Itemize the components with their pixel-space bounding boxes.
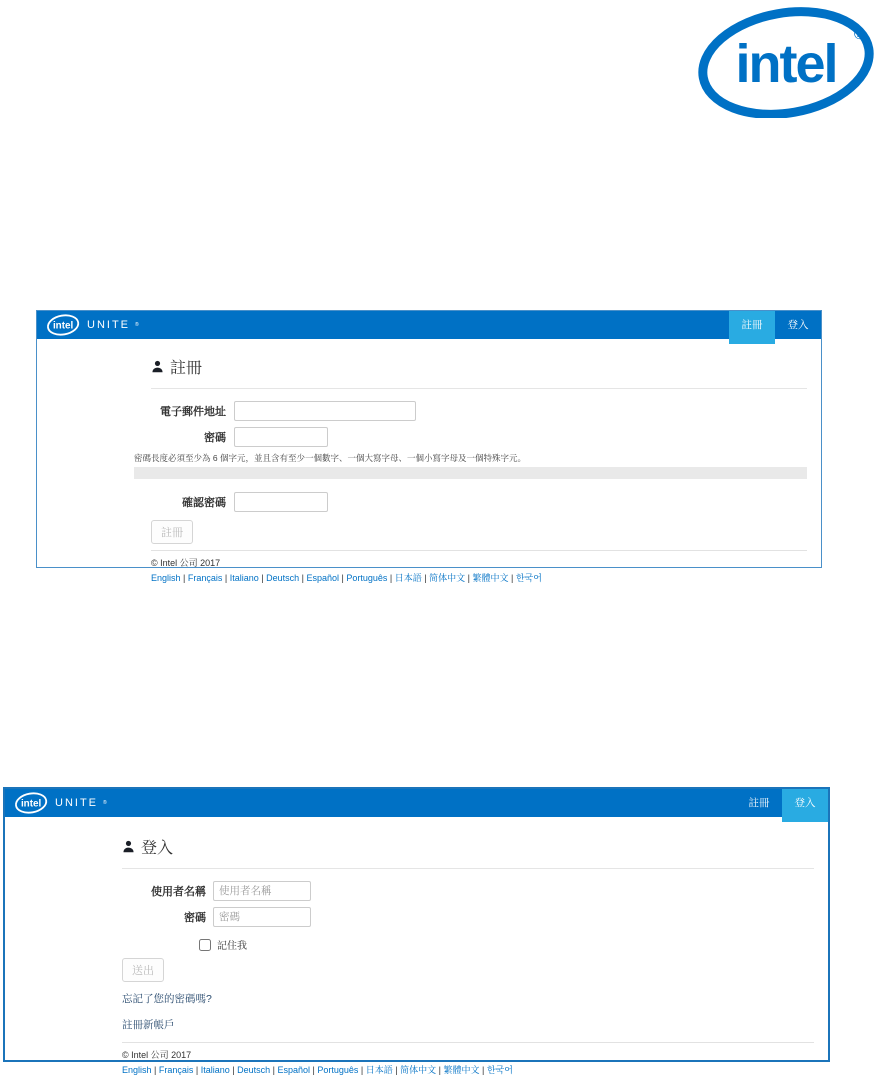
language-link[interactable]: 한국어 bbox=[515, 573, 542, 584]
language-link[interactable]: 简体中文 bbox=[400, 1065, 437, 1075]
intel-unite-logo bbox=[14, 791, 107, 815]
language-separator: | bbox=[222, 573, 230, 584]
language-link[interactable]: 日本語 bbox=[365, 1065, 393, 1075]
confirm-password-label: 確認密碼 bbox=[182, 497, 226, 510]
svg-text:intel: intel bbox=[20, 798, 42, 810]
language-separator: | bbox=[270, 1065, 278, 1075]
unite-wordmark: UNITE bbox=[55, 797, 98, 809]
language-separator: | bbox=[465, 573, 473, 584]
username-row bbox=[122, 881, 814, 901]
remember-me-label: 記住我 bbox=[217, 941, 247, 952]
intel-oval-icon bbox=[14, 791, 50, 815]
nav-tab-register[interactable]: 註冊 bbox=[748, 797, 770, 809]
page-title-text: 登入 bbox=[141, 840, 174, 857]
language-link[interactable]: Português bbox=[346, 573, 388, 584]
register-button[interactable]: 註冊 bbox=[151, 520, 193, 544]
language-link[interactable]: Español bbox=[277, 1065, 311, 1075]
password-input[interactable] bbox=[213, 907, 311, 927]
password-row bbox=[122, 907, 814, 927]
language-link[interactable]: Português bbox=[317, 1065, 359, 1075]
trademark-icon: ® bbox=[135, 322, 139, 328]
language-link[interactable]: English bbox=[122, 1065, 152, 1075]
remember-me-checkbox[interactable] bbox=[199, 939, 211, 951]
username-input[interactable] bbox=[213, 881, 311, 901]
password-row bbox=[151, 427, 807, 447]
password-label: 密碼 bbox=[204, 432, 226, 444]
intel-logo bbox=[698, 6, 880, 118]
email-row bbox=[151, 401, 807, 421]
confirm-password-row bbox=[151, 492, 807, 512]
username-label: 使用者名稱 bbox=[151, 886, 206, 898]
language-separator: | bbox=[508, 573, 516, 584]
language-link[interactable]: Italiano bbox=[200, 1065, 230, 1075]
language-link[interactable]: English bbox=[151, 573, 181, 584]
copyright-text: © Intel 公司 2017 bbox=[151, 558, 221, 569]
language-separator: | bbox=[180, 573, 188, 584]
password-input[interactable] bbox=[234, 427, 328, 447]
intel-unite-logo bbox=[46, 313, 139, 337]
app-header bbox=[5, 789, 828, 817]
unite-wordmark: UNITE bbox=[87, 319, 130, 331]
register-account-link[interactable]: 註冊新帳戶 bbox=[122, 1019, 175, 1031]
password-label: 密碼 bbox=[184, 912, 206, 924]
language-links bbox=[151, 571, 807, 584]
page-title bbox=[151, 355, 807, 378]
nav-tab-signin[interactable]: 登入 bbox=[787, 319, 809, 331]
language-separator: | bbox=[299, 573, 307, 584]
signin-page-screenshot bbox=[3, 787, 830, 1075]
language-link[interactable]: 简体中文 bbox=[429, 573, 466, 584]
language-separator: | bbox=[310, 1065, 318, 1075]
app-header bbox=[37, 311, 821, 339]
svg-text:intel: intel bbox=[52, 320, 74, 332]
language-separator: | bbox=[151, 1065, 159, 1075]
language-link[interactable]: 繁體中文 bbox=[472, 573, 509, 584]
trademark-icon: ® bbox=[103, 800, 107, 806]
language-link[interactable]: Deutsch bbox=[237, 1065, 271, 1075]
language-link[interactable]: Français bbox=[158, 1065, 194, 1075]
signin-content bbox=[5, 817, 828, 1076]
language-link[interactable]: Deutsch bbox=[266, 573, 300, 584]
language-link[interactable]: Español bbox=[306, 573, 340, 584]
language-separator: | bbox=[392, 1065, 401, 1075]
forgot-password-link[interactable]: 忘記了您的密碼嗎? bbox=[122, 993, 212, 1005]
user-icon bbox=[122, 840, 135, 853]
language-separator: | bbox=[436, 1065, 444, 1075]
password-hint: 密碼長度必須至少為 6 個字元，並且含有至少一個數字、一個大寫字母、一個小寫字母及一個特殊字元。 bbox=[134, 453, 526, 463]
intel-oval-icon bbox=[46, 313, 82, 337]
heading-divider bbox=[151, 388, 807, 389]
register-content bbox=[37, 339, 821, 584]
intel-logo-text: intel bbox=[735, 34, 837, 94]
language-link[interactable]: 日本語 bbox=[394, 573, 422, 584]
email-input[interactable] bbox=[234, 401, 416, 421]
registered-mark-icon: ® bbox=[854, 26, 866, 43]
page-footer bbox=[122, 1042, 814, 1076]
nav-tab-signin[interactable]: 登入 bbox=[782, 789, 828, 822]
language-link[interactable]: Français bbox=[187, 573, 223, 584]
copyright-text: © Intel 公司 2017 bbox=[122, 1050, 192, 1060]
confirm-password-input[interactable] bbox=[234, 492, 328, 512]
header-nav bbox=[736, 789, 828, 817]
page-title-text: 註冊 bbox=[170, 360, 203, 377]
email-label: 電子郵件地址 bbox=[160, 406, 226, 418]
language-separator: | bbox=[258, 573, 267, 584]
password-strength-meter bbox=[134, 467, 807, 479]
page-title bbox=[122, 835, 814, 858]
page-footer bbox=[151, 550, 807, 584]
language-separator: | bbox=[358, 1065, 366, 1075]
language-separator: | bbox=[339, 573, 347, 584]
language-separator: | bbox=[193, 1065, 201, 1075]
nav-tab-register[interactable]: 註冊 bbox=[729, 311, 775, 344]
language-link[interactable]: 한국어 bbox=[486, 1065, 513, 1075]
user-icon bbox=[151, 360, 164, 373]
language-separator: | bbox=[421, 573, 430, 584]
language-separator: | bbox=[387, 573, 395, 584]
submit-button[interactable]: 送出 bbox=[122, 958, 164, 982]
footer-divider bbox=[151, 550, 807, 551]
footer-divider bbox=[122, 1042, 814, 1043]
register-page-screenshot bbox=[36, 310, 822, 584]
language-link[interactable]: Italiano bbox=[229, 573, 259, 584]
language-separator: | bbox=[479, 1065, 487, 1075]
header-nav bbox=[729, 311, 821, 339]
heading-divider bbox=[122, 868, 814, 869]
language-separator: | bbox=[229, 1065, 238, 1075]
remember-me-row bbox=[199, 937, 814, 952]
language-link[interactable]: 繁體中文 bbox=[443, 1065, 480, 1075]
